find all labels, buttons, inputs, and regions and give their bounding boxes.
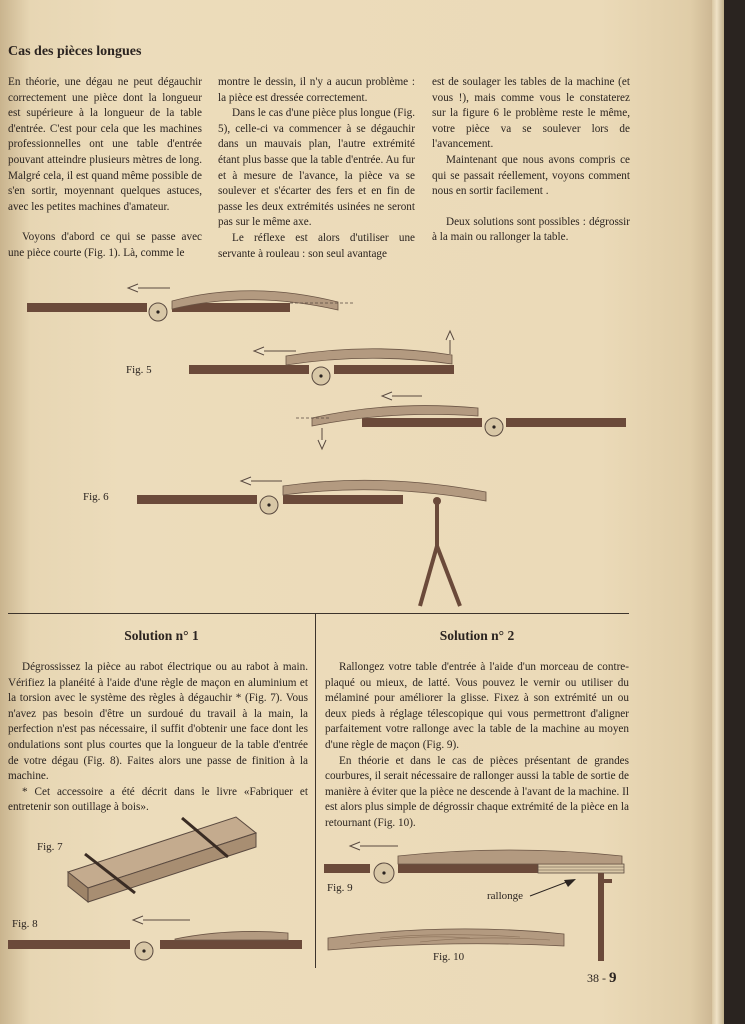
diagram-roller-stand <box>137 477 486 606</box>
figure-caption: Fig. 5 <box>126 364 152 376</box>
figure-caption: Fig. 10 <box>433 951 465 963</box>
section-title: Cas des pièces longues <box>8 44 142 59</box>
paragraph: Dégrossissez la pièce au rabot électrique ou au rabot à main. Vérifiez la planéité à l'aide d'une règle de maçon en aluminium et la torsion avec le système des règles à dégauchir * (Fig. 7). Vous n'avez pas besoin d'être un surdoué du travail à la main, la perfection n'est pas nécessaire, il suffit d'obtenir une face dont les ondulations sont plus courtes que la longueur de la table d'entrée de votre dégau (Fig. 8). Faites alors une passe de finition à la machine. <box>8 661 308 783</box>
paragraph: montre le dessin, il n'y a aucun problème : la pièce est dressée correctement. <box>218 76 415 104</box>
paragraph: En théorie et dans le cas de pièces présentant de grandes courbures, il serait nécessaire de rallonger aussi la table de sortie de manière à éviter que la pièce ne descende à l'avant de la machine. Il est alors plus simple de dégrossir chaque extrémité de la pièce en la retournant (Fig. 10). <box>325 754 629 829</box>
paragraph: Voyons d'abord ce qui se passe avec une pièce courte (Fig. 1). Là, comme le <box>8 231 202 259</box>
paragraph: Maintenant que nous avons compris ce qui se passait réellement, voyons comment nous en sortir facilement . <box>432 153 630 198</box>
paragraph: est de soulager les tables de la machine (et vous !), mais comme vous le constaterez sur la figure 6 le problème reste le même, votre pièce va se soulever lors de l'avancement. <box>432 76 630 151</box>
solution-1-text <box>8 660 308 816</box>
page-number-prefix: 38 - <box>587 971 606 985</box>
solution-2-text <box>325 660 629 832</box>
diagram-short-piece <box>27 284 355 321</box>
extension-label: rallonge <box>487 890 524 902</box>
divider-horizontal <box>8 613 629 614</box>
paragraph: Deux solutions sont possibles : dégrossir à la main ou rallonger la table. <box>432 215 630 244</box>
paragraph: En théorie, une dégau ne peut dégauchir correctement une pièce dont la longueur est supérieure à la longueur de la table d'entrée. C'est pour cela que les machines professionnelles ont une table d'entrée pouvant atteindre plusieurs mètres de long. Malgré cela, il est quand même possible de s'en sortir, moyennant quelques astuces, avec les petites machines d'amateur. <box>8 76 202 213</box>
diagram-winding-sticks <box>68 817 256 902</box>
page-number-value: 9 <box>609 970 617 986</box>
figure-caption: Fig. 7 <box>37 841 63 853</box>
diagram-table-extension <box>324 842 624 961</box>
figure-caption: Fig. 9 <box>327 882 353 894</box>
page-edge <box>712 0 724 1024</box>
paragraph: Dans le cas d'une pièce plus longue (Fig. 5), celle-ci va commencer à se dégauchir dans un mauvais plan, l'autre extrémité étant plus basse que la table d'entrée. Au fur et à mesure de l'avance, la pièce va se soulever et s'écarter des fers et en fin de passe les deux extrémités usinées ne seront pas sur le même axe. <box>218 107 415 229</box>
solution-2-title: Solution n° 2 <box>439 628 515 643</box>
diagram-curved-board <box>328 929 564 950</box>
diagram-long-piece-start <box>189 331 454 385</box>
divider-vertical <box>315 613 316 968</box>
solution-1-title: Solution n° 1 <box>124 628 199 643</box>
paragraph: Rallongez votre table d'entrée à l'aide d'un morceau de contre-plaqué ou mieux, de latté. Vous pouvez le vernir ou utiliser du mélaminé pour améliorer la glisse. Fixez à son extrémité un ou deux pieds à réglage télescopique qui vous permettront d'aligner parfaitement votre rallonge avec la table de la machine au moyen d'une règle de maçon (Fig. 9). <box>325 661 629 751</box>
diagram-long-piece-end <box>296 392 626 449</box>
page-number <box>587 970 617 987</box>
paragraph: Le réflexe est alors d'utiliser une servante à rouleau : son seul avantage <box>218 231 415 260</box>
footnote: * Cet accessoire a été décrit dans le livre «Fabriquer et entretenir son outillage à bois». <box>8 785 308 814</box>
figure-caption: Fig. 8 <box>12 918 38 930</box>
figure-caption: Fig. 6 <box>83 491 109 503</box>
diagram-hand-planed-piece <box>8 916 302 960</box>
